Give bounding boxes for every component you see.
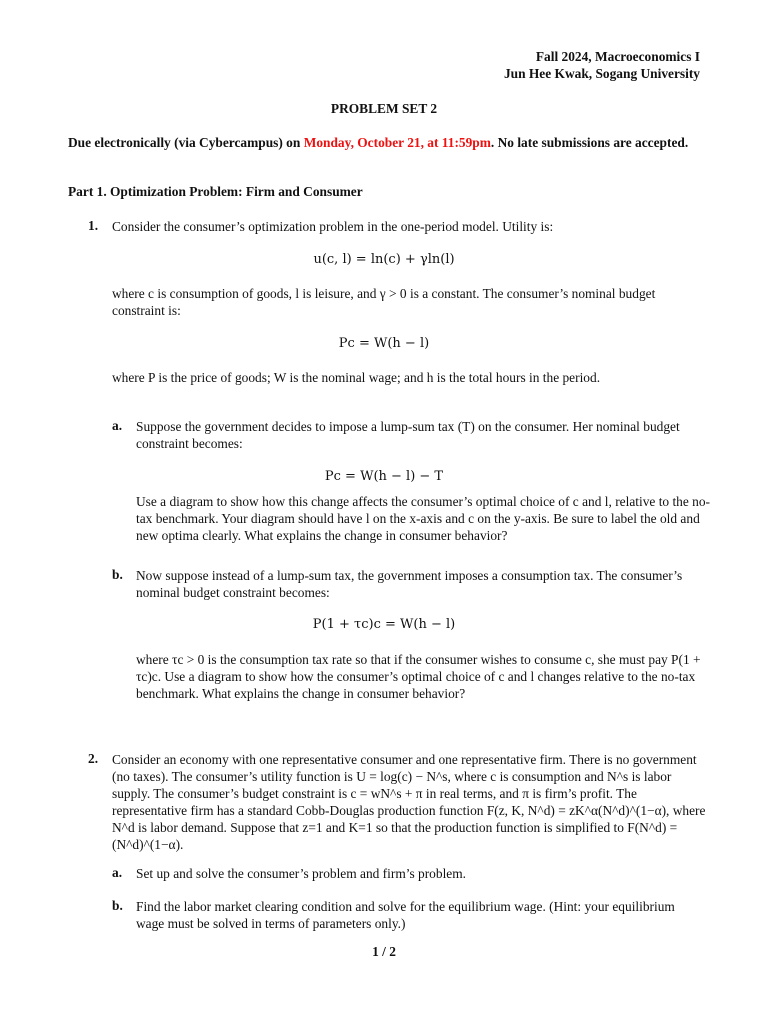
q1b-label: b.	[112, 567, 123, 582]
q2-number: 2.	[88, 751, 99, 766]
q1a-text2: Use a diagram to show how this change affects the consumer’s optimal choice of c and l, relative to the no-tax benchmark. Your diagram should have l on the x-axis and c on the y-axis. Be sure to label the old and new optima clearly. What explains the change in consumer behavior?	[136, 494, 711, 543]
q1b-equation: P(1 + τc)c = W(h − l)	[312, 617, 456, 632]
q2b-text: Find the labor market clearing condition and solve for the equilibrium wage. (Hint: your equilibrium wage must be solved in terms of parameters only.)	[136, 899, 675, 931]
q1-where1: where c is consumption of goods, l is leisure, and γ > 0 is a constant. The consumer’s nominal budget constraint is:	[112, 286, 656, 318]
q1a-text1: Suppose the government decides to impose a lump-sum tax (T) on the consumer. Her nominal budget constraint becomes:	[136, 419, 680, 451]
q1-utility-equation: u(c, l) = ln(c) + γln(l)	[313, 252, 455, 267]
page-number: 1 / 2	[372, 944, 396, 959]
q1a-label: a.	[112, 418, 123, 433]
q2a-text: Set up and solve the consumer’s problem and firm’s problem.	[136, 866, 466, 881]
q2b-label: b.	[112, 898, 123, 913]
q1b-text2: where τc > 0 is the consumption tax rate so that if the consumer wishes to consume c, she must pay P(1 + τc)c. Use a diagram to show how the consumer’s optimal choice of c and l changes relative to the no-tax benchmark. What explains the change in consumer behavior?	[136, 652, 701, 701]
page-title: PROBLEM SET 2	[330, 101, 438, 116]
due-suffix: . No late submissions are accepted.	[490, 135, 689, 150]
q1b-text1: Now suppose instead of a lump-sum tax, the government imposes a consumption tax. The consumer’s nominal budget constraint becomes:	[136, 568, 683, 600]
course-term: Fall 2024, Macroeconomics I	[535, 49, 700, 64]
q1a-equation: Pc = W(h − l) − T	[324, 469, 444, 484]
q2-text: Consider an economy with one representative consumer and one representative firm. There is no government (no taxes). The consumer’s utility function is U = log(c) − N^s, where c is consumption and N^s is labor supply. The consumer’s budget constraint is c = wN^s + π in real terms, and π is firm’s profit. The representative firm has a standard Cobb-Douglas production function F(z, K, N^d) = zK^α(N^d)^(1−α), where N^d is labor demand. Suppose that z=1 and K=1 so that the production function is simplified to F(N^d) = (N^d)^(1−α).	[112, 752, 706, 852]
q2a-label: a.	[112, 865, 123, 880]
q1-intro: Consider the consumer’s optimization problem in the one-period model. Utility is:	[112, 219, 554, 234]
due-prefix: Due electronically (via Cybercampus) on	[68, 135, 304, 150]
instructor-affiliation: Jun Hee Kwak, Sogang University	[503, 66, 700, 81]
q1-where2: where P is the price of goods; W is the nominal wage; and h is the total hours in the period.	[112, 370, 601, 385]
q1-number: 1.	[88, 218, 99, 233]
due-notice	[68, 134, 708, 151]
due-date: Monday, October 21, at 11:59pm	[303, 135, 491, 150]
course-header	[504, 48, 700, 82]
q1-budget-equation: Pc = W(h − l)	[338, 336, 430, 351]
part1-heading: Part 1. Optimization Problem: Firm and Consumer	[68, 184, 363, 199]
